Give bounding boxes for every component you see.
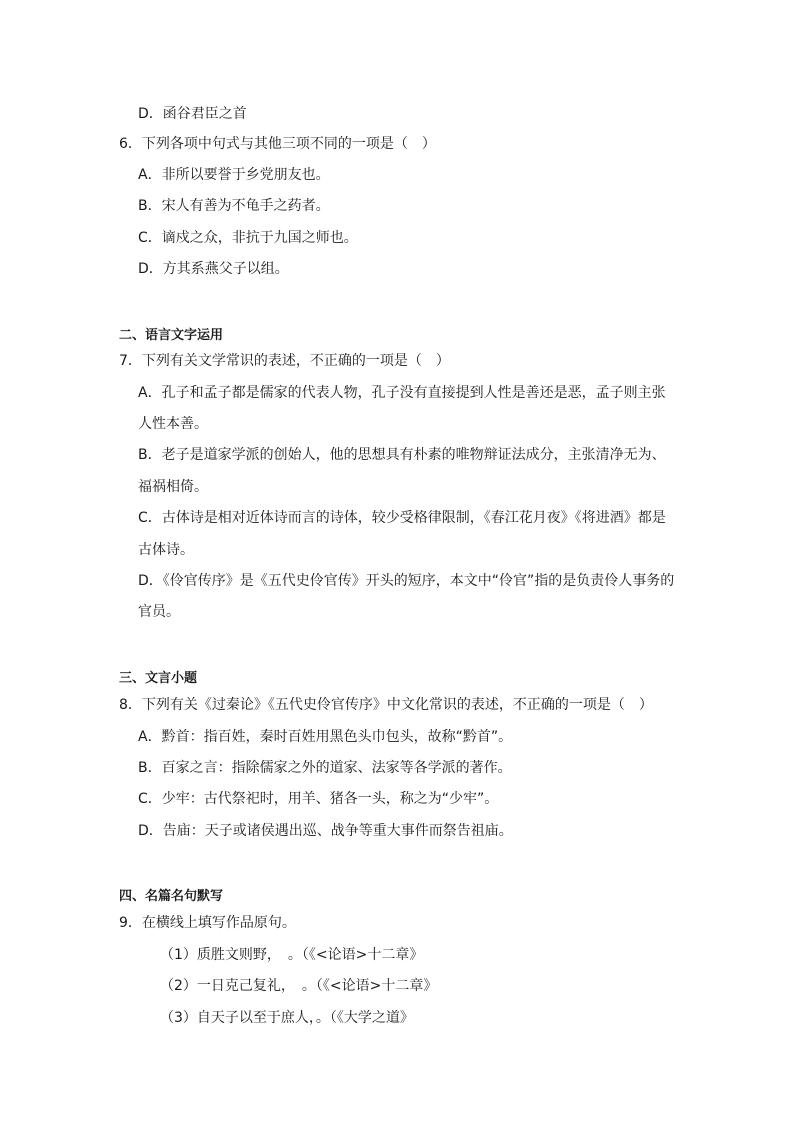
q8-stem: 8．下列有关《过秦论》《五代史伶官传序》中文化常识的表述，不正确的一项是（ ） [119,697,653,713]
q5-option-d: D．函谷君臣之首 [138,106,247,122]
q9-item-1: （1）质胜文则野， 。（《<论语>十二章》 [160,947,424,963]
q7-option-b-line2: 福祸相倚。 [138,479,208,495]
q6-option-d: D．方其系燕父子以组。 [138,261,289,277]
q8-option-a: A．黔首：指百姓，秦时百姓用黑色头巾包头，故称“黔首”。 [138,729,513,745]
section-2-heading: 二、语言文字运用 [119,328,224,343]
q7-option-c-line2: 古体诗。 [138,542,194,558]
q8-option-d: D．告庙：天子或诸侯遇出巡、战争等重大事件而祭告祖庙。 [138,823,513,839]
q6-stem: 6．下列各项中句式与其他三项不同的一项是（ ） [119,136,436,152]
q7-stem: 7．下列有关文学常识的表述，不正确的一项是（ ） [119,353,450,369]
q7-option-c-line1: C．古体诗是相对近体诗而言的诗体，较少受格律限制，《春江花月夜》《将进酒》都是 [138,510,666,526]
section-4-heading: 四、名篇名句默写 [119,889,224,904]
q9-stem: 9．在横线上填写作品原句。 [119,915,296,931]
q6-option-c: C．谪戍之众，非抗于九国之师也。 [138,230,358,246]
q6-option-b: B．宋人有善为不龟手之药者。 [138,198,330,214]
q8-option-c: C．少牢：古代祭祀时，用羊、猪各一头，称之为“少牢”。 [138,791,499,807]
q7-option-d-line2: 官员。 [138,604,180,620]
q7-option-b-line1: B．老子是道家学派的创始人，他的思想具有朴素的唯物辩证法成分，主张清净无为、 [138,447,666,463]
q6-option-a: A．非所以要誉于乡党朋友也。 [138,167,330,183]
section-3-heading: 三、文言小题 [119,671,198,686]
q8-option-b: B．百家之言：指除儒家之外的道家、法家等各学派的著作。 [138,760,512,776]
q9-item-3: （3）自天子以至于庶人，。（《大学之道》 [160,1010,414,1026]
q7-option-a-line2: 人性本善。 [138,416,208,432]
q7-option-a-line1: A．孔子和孟子都是儒家的代表人物，孔子没有直接提到人性是善还是恶，孟子则主张 [138,385,666,401]
q9-item-2: （2）一日克己复礼， 。（《<论语>十二章》 [160,978,438,994]
q7-option-d-line1: D．《伶官传序》是《五代史伶官传》开头的短序，本文中“伶官”指的是负责伶人事务的 [138,573,675,589]
